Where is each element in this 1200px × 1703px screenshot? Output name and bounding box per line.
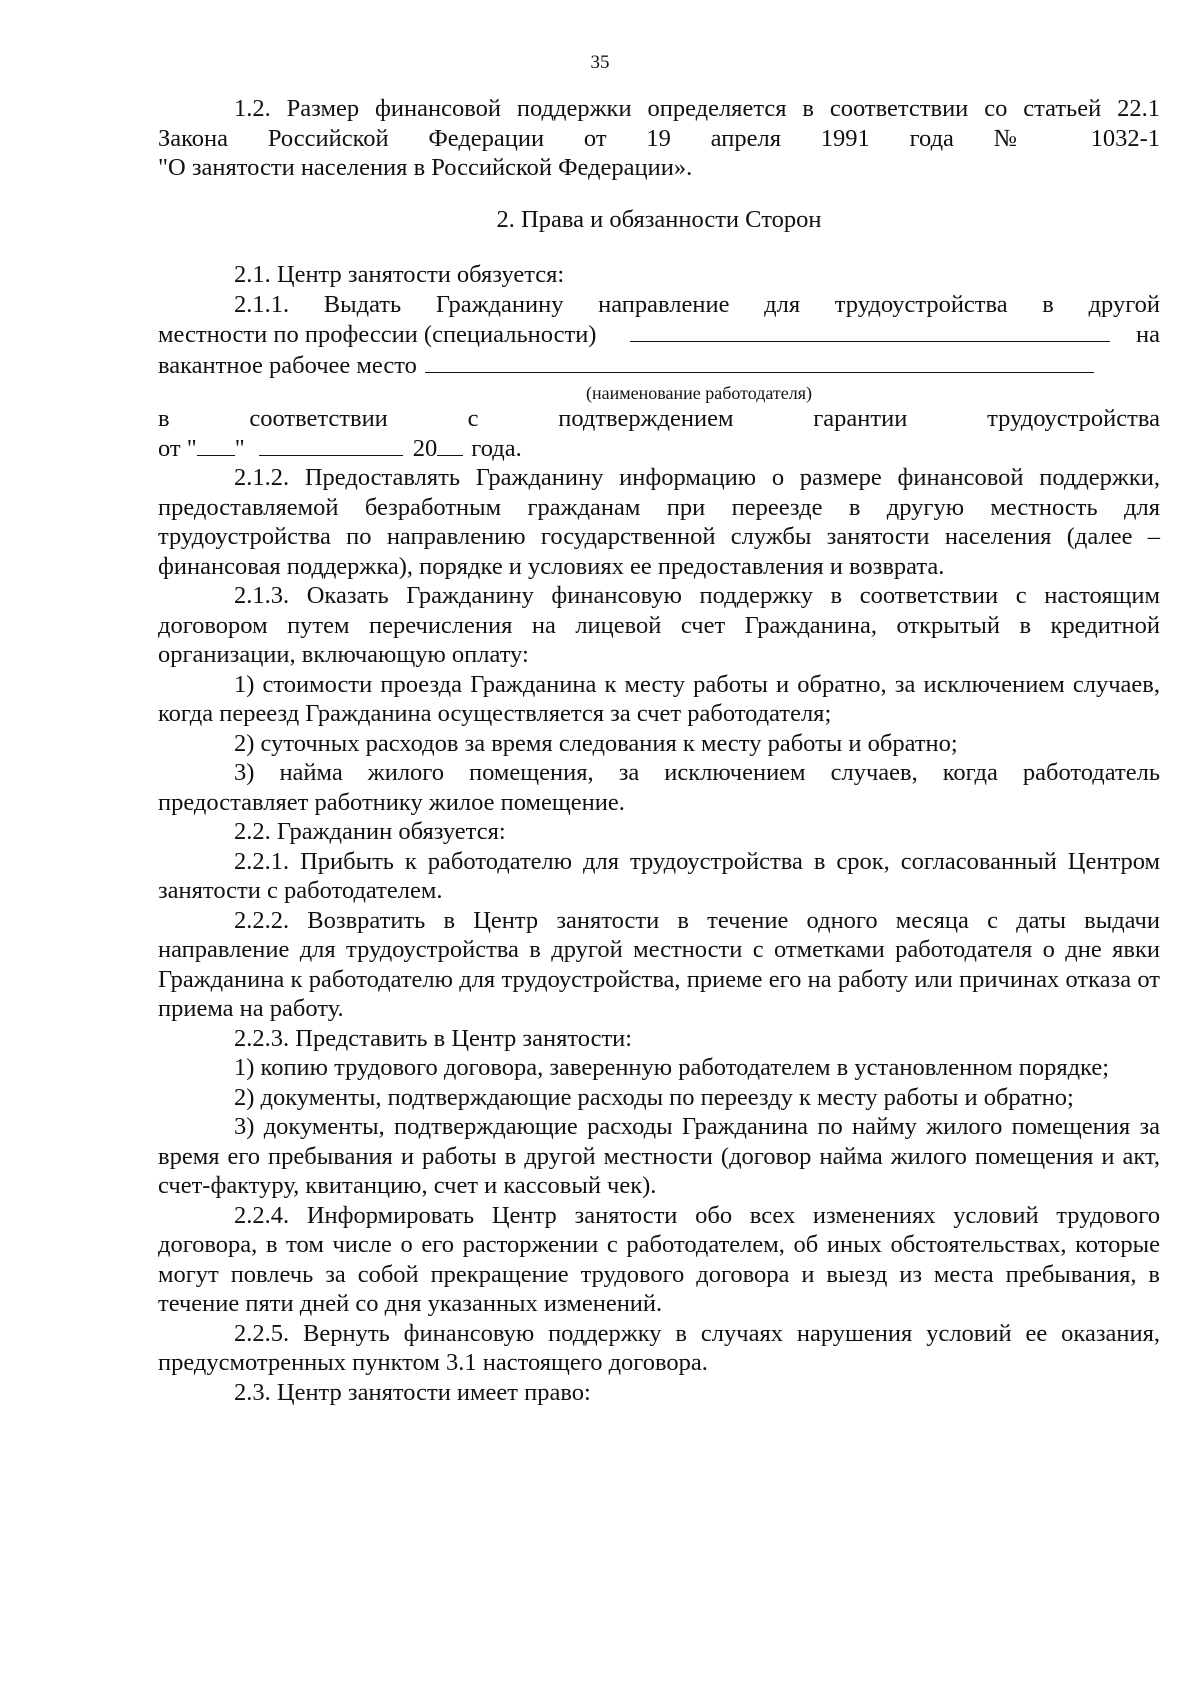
document-body [158,94,1160,1407]
paragraph-1-2-line-2: Закона Российской Федерации от 19 апреля 1991 года № 1032-1 [158,124,1160,152]
paragraph-2-2-5: 2.2.5. Вернуть финансовую поддержку в случаях нарушения условий ее оказания, предусмотренных пунктом 3.1 настоящего договора. [158,1319,1160,1376]
section-2-heading: 2. Права и обязанности Сторон [496,205,822,233]
profession-line-end: на [1136,321,1160,348]
profession-line-text: местности по профессии (специальности) [158,321,597,348]
paragraph-1-2-line-3: "О занятости населения в Российской Федерации». [158,154,693,181]
profession-blank-field[interactable] [630,319,1110,342]
paragraph-2-1-3-item-2: 2) суточных расходов за время следования к месту работы и обратно; [234,729,958,757]
paragraph-2-2-4: 2.2.4. Информировать Центр занятости обо всех изменениях условий трудового договора, в том числе о его расторжении с работодателем, об иных обстоятельствах, которые могут повлечь за собой прекращение трудового договора и выезд из места пребывания, в течение пяти дней со дня указанных изменений. [158,1201,1160,1317]
vacancy-line [158,350,1160,381]
date-century: 20 [412,434,438,462]
paragraph-2-1-3-item-1: 1) стоимости проезда Гражданина к месту работы и обратно, за исключением случаев, когда переезд Гражданина осуществляется за счет работодателя; [158,670,1160,727]
paragraph-2-1-3: 2.1.3. Оказать Гражданину финансовую поддержку в соответствии с настоящим договором путем перечисления на лицевой счет Гражданина, открытый в кредитной организации, включающую оплату: [158,582,1160,668]
paragraph-2-2-2: 2.2.2. Возвратить в Центр занятости в течение одного месяца с даты выдачи направление для трудоустройства в другой местности с отметками работодателя о дне явки Гражданина к работодателю для трудоустройства, приеме его на работу или причинах отказа от приема на работу. [158,906,1160,1022]
paragraph-2-3: 2.3. Центр занятости имеет право: [234,1378,591,1406]
paragraph-2-2: 2.2. Гражданин обязуется: [234,818,506,845]
paragraph-2-2-3-item-2: 2) документы, подтверждающие расходы по переезду к месту работы и обратно; [234,1083,1074,1111]
paragraph-2-2-3-item-1: 1) копию трудового договора, заверенную работодателем в установленном порядке; [234,1054,1110,1081]
paragraph-2-1-1-line-1: 2.1.1. Выдать Гражданину направление для трудоустройства в другой [234,290,1160,318]
employer-label: (наименование работодателя) [585,383,813,403]
date-line [158,434,1160,464]
date-from-text: от " [158,434,197,462]
paragraph-2-1: 2.1. Центр занятости обязуется: [234,261,565,288]
date-year-suffix: года. [471,434,522,462]
paragraph-2-2-3: 2.2.3. Представить в Центр занятости: [234,1024,633,1052]
day-blank-field[interactable] [197,435,235,456]
year-blank-field[interactable] [437,435,463,456]
paragraph-2-1-3-item-3: 3) найма жилого помещения, за исключением случаев, когда работодатель предоставляет работнику жилое помещение. [158,759,1160,816]
paragraph-2-2-3-item-3: 3) документы, подтверждающие расходы Гражданина по найму жилого помещения за время его пребывания и работы в другой местности (договор найма жилого помещения и акт, счет-фактуру, квитанцию, счет и кассовый чек). [158,1113,1160,1199]
paragraph-1-2-line-1: 1.2. Размер финансовой поддержки определяется в соответствии со статьей 22.1 [234,95,1160,122]
date-quote: " [234,434,245,462]
paragraph-2-2-1: 2.2.1. Прибыть к работодателю для трудоустройства в срок, согласованный Центром занятости с работодателем. [158,847,1160,904]
month-blank-field[interactable] [259,435,403,456]
paragraph-2-1-2: 2.1.2. Предоставлять Гражданину информацию о размере финансовой поддержки, предоставляемой безработным гражданам при переезде в другую местность для трудоустройства по направлению государственной службы занятости населения (далее – финансовая поддержка), порядке и условиях ее предоставления и возврата. [158,464,1160,580]
vacancy-line-text: вакантное рабочее место [158,351,417,379]
paragraph-2-1-1-line-4: в соответствии с подтверждением гарантии трудоустройства [158,405,1160,432]
page-number: 35 [590,52,610,73]
employer-blank-field[interactable] [425,350,1094,373]
profession-line [158,319,1160,350]
